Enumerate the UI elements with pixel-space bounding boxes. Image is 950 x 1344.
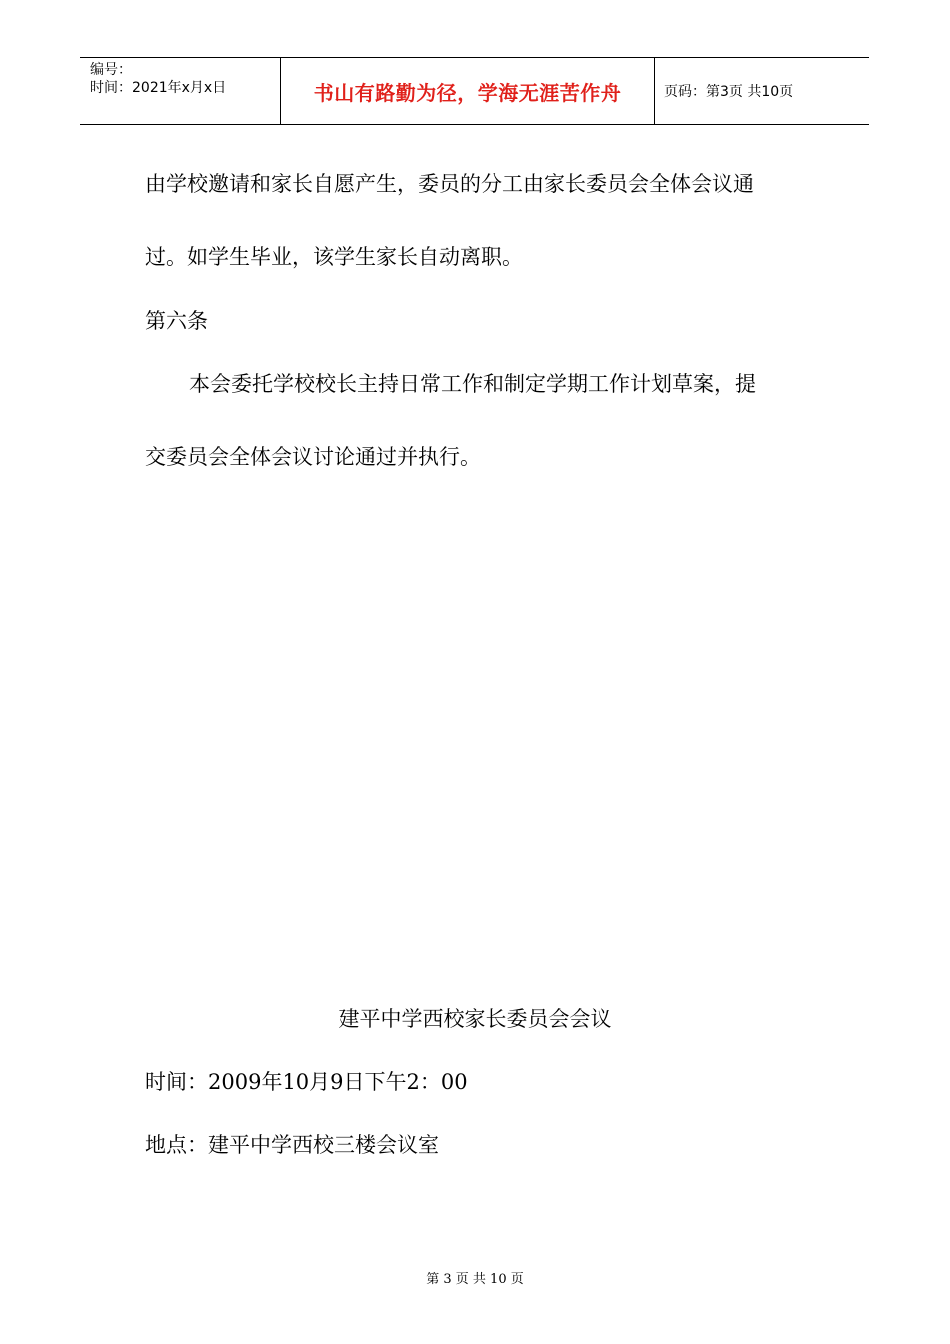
header-meta-cell: [80, 58, 281, 124]
meeting-title: 建平中学西校家长委员会会议: [338, 1007, 612, 1031]
paragraph-line-2: 过。如学生毕业，该学生家长自动离职。: [145, 245, 523, 269]
page-header: [80, 57, 869, 125]
serial-number-label: 编号：: [90, 62, 132, 78]
page-footer: 第 3 页 共 10 页: [426, 1272, 524, 1287]
paragraph-line-3: 本会委托学校校长主持日常工作和制定学期工作计划草案，提: [189, 372, 756, 396]
meeting-time: 时间：2009年10月9日下午2：00: [145, 1070, 468, 1094]
motto-text: 书山有路勤为径，学海无涯苦作舟: [313, 80, 622, 105]
header-motto-cell: [281, 58, 655, 124]
paragraph-line-4: 交委员会全体会议讨论通过并执行。: [145, 445, 481, 469]
header-page-cell: [655, 58, 869, 124]
date-label: 时间：2021年x月x日: [90, 80, 227, 96]
article-heading: 第六条: [145, 309, 208, 333]
paragraph-line-1: 由学校邀请和家长自愿产生，委员的分工由家长委员会全体会议通: [145, 172, 754, 196]
header-page-info: 页码：第3页 共10页: [664, 84, 794, 100]
meeting-place: 地点：建平中学西校三楼会议室: [145, 1133, 439, 1157]
